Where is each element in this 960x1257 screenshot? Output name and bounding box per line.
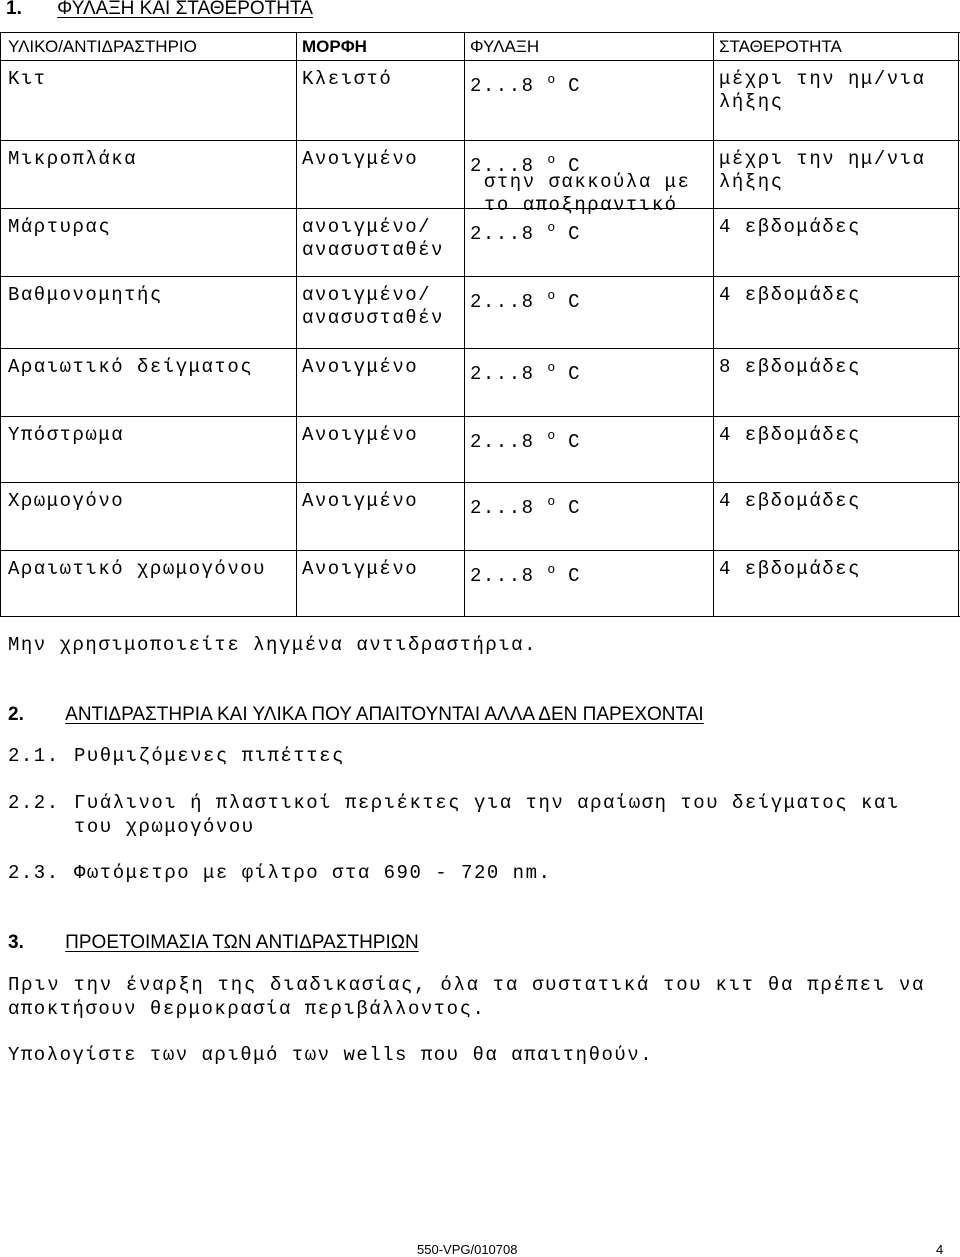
form-cell: ανοιγμένο/ — [302, 284, 432, 306]
preparation-paragraph-line-2: αποκτήσουν θερμοκρασία περιβάλλοντος. — [8, 998, 486, 1020]
preparation-paragraph-line-1: Πριν την έναρξη της διαδικασίας, όλα τα συστατικά του κιτ θα πρέπει να — [8, 974, 926, 996]
stability-cell: 8 εβδομάδες — [719, 356, 861, 378]
storage-cell: 2...8 $^o$ C — [470, 360, 582, 385]
stability-cell: 4 εβδομάδες — [719, 424, 861, 446]
section-1-number: 1. — [6, 0, 22, 19]
table-row-divider — [0, 616, 960, 617]
expired-reagents-note: Μην χρησιμοποιείτε ληγμένα αντιδραστήρια. — [8, 634, 537, 656]
table-header-cell: ΥΛΙΚΟ/ΑΝΤΙΔΡΑΣΤΗΡΙΟ — [8, 37, 197, 56]
table-row-divider — [0, 32, 960, 33]
storage-cell: 2...8 $^o$ C — [470, 494, 582, 519]
stability-cell: λήξης — [719, 91, 784, 113]
form-cell: Ανοιγμένο — [302, 148, 419, 170]
item-2-3-number: 2.3. — [8, 862, 60, 884]
item-2-2-text-continued: του χρωμογόνου — [74, 816, 255, 838]
stability-cell: 4 εβδομάδες — [719, 216, 861, 238]
storage-stability-table — [0, 32, 960, 616]
section-3-title: ΠΡΟΕΤΟΙΜΑΣΙΑ ΤΩΝ ΑΝΤΙΔΡΑΣΤΗΡΙΩΝ — [65, 932, 419, 953]
table-header-cell: ΦΥΛΑΞΗ — [470, 37, 540, 56]
document-code: 550-VPG/010708 — [417, 1242, 518, 1257]
table-header-cell: ΣΤΑΘΕΡΟΤΗΤΑ — [719, 37, 842, 56]
storage-cell: 2...8 $^o$ C — [470, 562, 582, 587]
form-cell: ανασυσταθέν — [302, 239, 444, 261]
storage-note-cell: στην σακκούλα με — [484, 171, 691, 193]
item-2-2-text: Γυάλινοι ή πλαστικοί περιέκτες για την αραίωση του δείγματος και — [74, 792, 900, 814]
storage-cell: 2...8 $^o$ C — [470, 428, 582, 453]
item-2-3-text: Φωτόμετρο με φίλτρο στα 690 - 720 nm. — [74, 862, 552, 884]
form-cell: ανασυσταθέν — [302, 307, 444, 329]
page-number: 4 — [936, 1242, 944, 1257]
stability-cell: μέχρι την ημ/νια — [719, 68, 926, 90]
stability-cell: μέχρι την ημ/νια — [719, 148, 926, 170]
item-2-2-number: 2.2. — [8, 792, 60, 814]
section-3-number: 3. — [8, 932, 24, 953]
form-cell: Κλειστό — [302, 68, 393, 90]
form-cell: Ανοιγμένο — [302, 424, 419, 446]
section-1-title: ΦΥΛΑΞΗ ΚΑΙ ΣΤΑΘΕΡΟΤΗΤΑ — [57, 0, 313, 19]
material-cell: Βαθμονομητής — [8, 284, 163, 306]
material-cell: Αραιωτικό χρωμογόνου — [8, 558, 267, 580]
stability-cell: 4 εβδομάδες — [719, 284, 861, 306]
form-cell: ανοιγμένο/ — [302, 216, 432, 238]
section-2-heading — [8, 704, 704, 726]
storage-cell: 2...8 $^o$ C — [470, 152, 582, 177]
section-2-title: ΑΝΤΙΔΡΑΣΤΗΡΙΑ ΚΑΙ ΥΛΙΚΑ ΠΟΥ ΑΠΑΙΤΟΥΝΤΑΙ ΑΛΛΑ ΔΕΝ ΠΑΡΕΧΟΝΤΑΙ — [65, 704, 704, 725]
storage-cell: 2...8 $^o$ C — [470, 288, 582, 313]
item-2-1-number: 2.1. — [8, 745, 60, 767]
storage-cell: 2...8 $^o$ C — [470, 220, 582, 245]
section-3-heading — [8, 932, 419, 954]
table-header-cell: ΜΟΡΦΗ — [302, 37, 367, 56]
stability-cell: 4 εβδομάδες — [719, 558, 861, 580]
section-2-number: 2. — [8, 704, 24, 725]
item-2-1-text: Ρυθμιζόμενες πιπέττες — [74, 745, 345, 767]
material-cell: Αραιωτικό δείγματος — [8, 356, 254, 378]
material-cell: Υπόστρωμα — [8, 424, 125, 446]
form-cell: Ανοιγμένο — [302, 490, 419, 512]
form-cell: Ανοιγμένο — [302, 558, 419, 580]
material-cell: Μικροπλάκα — [8, 148, 138, 170]
section-1-heading — [6, 0, 313, 20]
form-cell: Ανοιγμένο — [302, 356, 419, 378]
material-cell: Χρωμογόνο — [8, 490, 125, 512]
stability-cell: 4 εβδομάδες — [719, 490, 861, 512]
material-cell: Μάρτυρας — [8, 216, 112, 238]
wells-paragraph: Υπολογίστε των αριθμό των wells που θα απαιτηθούν. — [8, 1044, 654, 1066]
storage-note-cell: το αποξηραντικό — [484, 194, 678, 216]
storage-cell: 2...8 $^o$ C — [470, 72, 582, 97]
material-cell: Κιτ — [8, 68, 47, 90]
stability-cell: λήξης — [719, 171, 784, 193]
